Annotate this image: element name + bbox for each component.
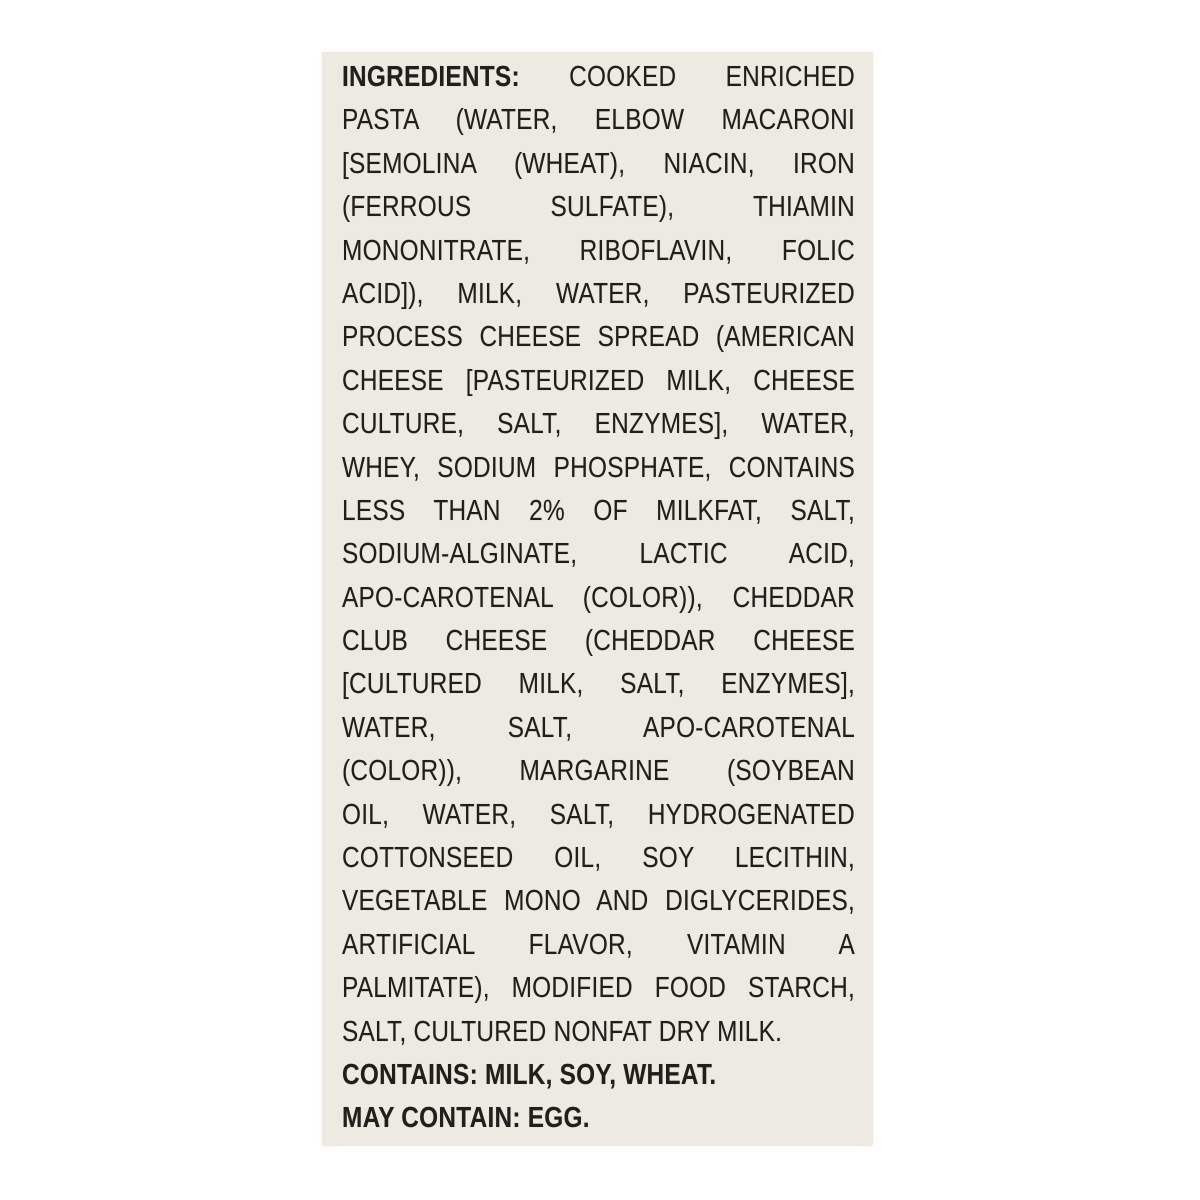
ingredient-line: CHEESE [PASTEURIZED MILK, CHEESE — [342, 364, 856, 397]
ingredient-line: LESS THAN 2% OF MILKFAT, SALT, — [342, 494, 856, 527]
ingredient-line: PASTA (WATER, ELBOW MACARONI — [342, 104, 856, 137]
ingredient-line: CLUB CHEESE (CHEDDAR CHEESE — [342, 625, 856, 658]
ingredient-line: SALT, CULTURED NONFAT DRY MILK. — [342, 1015, 783, 1048]
ingredient-line: PROCESS CHEESE SPREAD (AMERICAN — [342, 321, 856, 354]
ingredient-line: ACID]), MILK, WATER, PASTEURIZED — [342, 277, 856, 310]
ingredient-line: OIL, WATER, SALT, HYDROGENATED — [342, 798, 856, 831]
ingredients-heading: INGREDIENTS: — [342, 61, 520, 93]
ingredient-line: SODIUM-ALGINATE, LACTIC ACID, — [342, 538, 856, 571]
ingredient-line: (COLOR)), MARGARINE (SOYBEAN — [342, 755, 856, 788]
ingredient-line: COTTONSEED OIL, SOY LECITHIN, — [342, 842, 856, 875]
ingredient-line: APO-CAROTENAL (COLOR)), CHEDDAR — [342, 581, 856, 614]
ingredient-line: WHEY, SODIUM PHOSPHATE, CONTAINS — [342, 451, 856, 484]
ingredients-label-panel — [322, 52, 873, 1146]
ingredient-line: MONONITRATE, RIBOFLAVIN, FOLIC — [342, 234, 856, 267]
ingredient-line: WATER, SALT, APO-CAROTENAL — [342, 711, 856, 744]
ingredient-line: (FERROUS SULFATE), THIAMIN — [342, 191, 856, 224]
ingredient-line: CULTURE, SALT, ENZYMES], WATER, — [342, 408, 856, 441]
ingredient-line: [SEMOLINA (WHEAT), NIACIN, IRON — [342, 147, 856, 180]
ingredient-line: VEGETABLE MONO AND DIGLYCERIDES, — [342, 885, 856, 918]
ingredient-line: MAY CONTAIN: EGG. — [342, 1102, 590, 1135]
ingredient-line: INGREDIENTS: COOKED ENRICHED — [342, 61, 856, 93]
ingredient-line: ARTIFICIAL FLAVOR, VITAMIN A — [342, 928, 856, 961]
ingredient-line: CONTAINS: MILK, SOY, WHEAT. — [342, 1058, 717, 1091]
ingredients-text — [342, 56, 855, 1141]
ingredient-line: [CULTURED MILK, SALT, ENZYMES], — [342, 668, 856, 701]
ingredient-line: PALMITATE), MODIFIED FOOD STARCH, — [342, 972, 856, 1005]
